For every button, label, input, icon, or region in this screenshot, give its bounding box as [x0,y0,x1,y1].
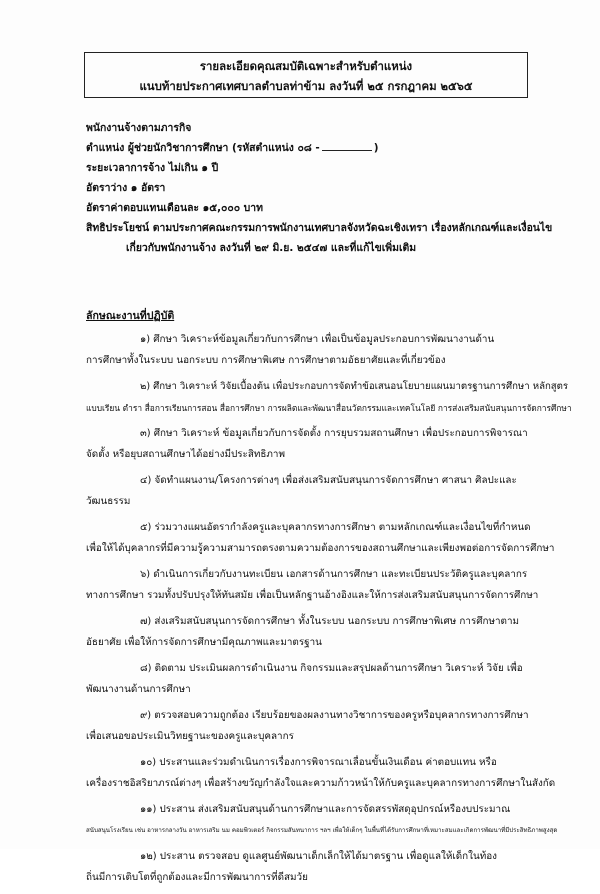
position-line [86,138,566,158]
document-subtitle: แนบท้ายประกาศเทศบาลตำบลท่าข้าม ลงวันที่ ๒๕ กรกฎาคม ๒๕๖๕ [139,79,473,93]
duty-item [86,706,576,747]
employment-duration: ระยะเวลาการจ้าง ไม่เกิน ๑ ปี [86,162,219,174]
duty-text-continued: ถิ่นมีการเติบโตที่ถูกต้องและมีการพัฒนาการที่ดีสมวัย [86,871,308,883]
duty-text-continued: อัธยาศัย เพื่อให้การจัดการศึกษามีคุณภาพและมาตรฐาน [86,636,322,648]
duty-item [86,800,576,841]
duty-item [86,612,576,653]
duty-text-continued: พัฒนางานด้านการศึกษา [86,683,191,695]
duty-item [86,330,576,371]
document-title-box [84,52,528,98]
duty-text: ๑) ศึกษา วิเคราะห์ข้อมูลเกี่ยวกับการศึกษา เพื่อเป็นข้อมูลประกอบการพัฒนางานด้าน [140,334,495,345]
duties-list [86,330,576,894]
duty-text-continued: จัดตั้ง หรือยุบสถานศึกษาได้อย่างมีประสิทธิภาพ [86,448,285,460]
benefits-line-2: เกี่ยวกับพนักงานจ้าง ลงวันที่ ๒๙ มิ.ย. ๒๕๔๗ และที่แก้ไขเพิ่มเติม [126,242,417,254]
duty-text: ๒) ศึกษา วิเคราะห์ วิจัยเบื้องต้น เพื่อประกอบการจัดทำข้อเสนอนโยบายแผนมาตรฐานการศึกษา หลักสูตร [140,381,569,392]
duty-item [86,659,576,700]
position-header [86,118,566,258]
duty-item [86,847,576,888]
duty-text: ๗) ส่งเสริมสนับสนุนการจัดการศึกษา ทั้งในระบบ นอกระบบ การศึกษาพิเศษ การศึกษาตาม [140,616,520,627]
duty-text: ๙) ตรวจสอบความถูกต้อง เรียบร้อยของผลงานทางวิชาการของครูหรือบุคลากรทางการศึกษา [140,710,529,721]
duty-text-continued: เพื่อเสนอขอประเมินวิทยฐานะของครูและบุคลากร [86,730,294,742]
employee-type: พนักงานจ้างตามภารกิจ [86,122,192,134]
duty-text-continued: ทางการศึกษา รวมทั้งปรับปรุงให้ทันสมัย เพื่อเป็นหลักฐานอ้างอิงและให้การส่งเสริมสนับสนุนการจัดการศึกษา [86,589,539,601]
position-code-blank [322,140,372,151]
duty-item [86,753,576,794]
duty-text-continued: วัฒนธรรม [86,495,131,507]
duty-item [86,565,576,606]
duties-heading: ลักษณะงานที่ปฏิบัติ [86,310,175,322]
duty-text-continued: สนับสนุนโรงเรียน เช่น อาหารกลางวัน อาหารเสริม นม คอมพิวเตอร์ กิจกรรมสันทนาการ ฯลฯ เพื่อให้เด็กๆ ในพื้นที่ได้รับการศึกษาที่เหมาะสมและเกิดการพัฒนาที่มีประสิทธิภาพสูงสุด [86,826,558,834]
duty-text: ๔) จัดทำแผนงาน/โครงการต่างๆ เพื่อส่งเสริมสนับสนุนการจัดการศึกษา ศาสนา ศิลปะและ [140,475,517,486]
duty-text: ๘) ติดตาม ประเมินผลการดำเนินงาน กิจกรรมและสรุปผลด้านการศึกษา วิเคราะห์ วิจัย เพื่อ [140,663,523,674]
duty-item [86,424,576,465]
duty-text: ๕) ร่วมวางแผนอัตรากำลังครูและบุคลากรทางการศึกษา ตามหลักเกณฑ์และเงื่อนไขที่กำหนด [140,522,531,533]
position-title: ตำแหน่ง ผู้ช่วยนักวิชาการศึกษา (รหัสตำแหน่ง ๐๘ - [86,142,320,154]
duty-item [86,471,576,512]
duty-item [86,377,576,418]
benefits-line-1: สิทธิประโยชน์ ตามประกาศคณะกรรมการพนักงานเทศบาลจังหวัดฉะเชิงเทรา เรื่องหลักเกณฑ์และเงื่อนไข [86,222,553,234]
position-close-paren: ) [373,142,379,154]
duty-text-continued: เครื่องราชอิสริยาภรณ์ต่างๆ เพื่อสร้างขวัญกำลังใจและความก้าวหน้าให้กับครูและบุคลากรทางการศึกษาในสังกัด [86,777,556,789]
monthly-salary: อัตราค่าตอบแทนเดือนละ ๑๕,๐๐๐ บาท [86,202,263,214]
duty-text-continued: แบบเรียน ตำรา สื่อการเรียนการสอน สื่อการศึกษา การผลิตและพัฒนาสื่อนวัตกรรมและเทคโนโลยี การส่งเสริมสนับสนุนการจัดการศึกษา [86,402,572,413]
duty-text-continued: การศึกษาทั้งในระบบ นอกระบบ การศึกษาพิเศษ การศึกษาตามอัธยาศัยและที่เกี่ยวข้อง [86,354,446,366]
duty-item [86,518,576,559]
duty-text-continued: เพื่อให้ได้บุคลากรที่มีความรู้ความสามารถตรงตามความต้องการของสถานศึกษาและเพียงพอต่อการจัดการศึกษา [86,542,555,554]
duty-text: ๑๐) ประสานและร่วมดำเนินการเรื่องการพิจารณาเลื่อนขั้นเงินเดือน ค่าตอบแทน หรือ [140,757,497,768]
duty-text: ๓) ศึกษา วิเคราะห์ ข้อมูลเกี่ยวกับการจัดตั้ง การยุบรวมสถานศึกษา เพื่อประกอบการพิจารณา [140,428,528,439]
duty-text: ๑๒) ประสาน ตรวจสอบ ดูแลศูนย์พัฒนาเด็กเล็กให้ได้มาตรฐาน เพื่อดูแลให้เด็กในท้อง [140,851,497,862]
duty-text: ๑๑) ประสาน ส่งเสริมสนับสนุนด้านการศึกษาและการจัดสรรพัสดุอุปกรณ์หรืองบประมาณ [140,804,511,815]
vacancy-count: อัตราว่าง ๑ อัตรา [86,182,166,194]
duty-text: ๖) ดำเนินการเกี่ยวกับงานทะเบียน เอกสารด้านการศึกษา และทะเบียนประวัติครูและบุคลากร [140,569,528,580]
document-title: รายละเอียดคุณสมบัติเฉพาะสำหรับตำแหน่ง [199,59,413,73]
